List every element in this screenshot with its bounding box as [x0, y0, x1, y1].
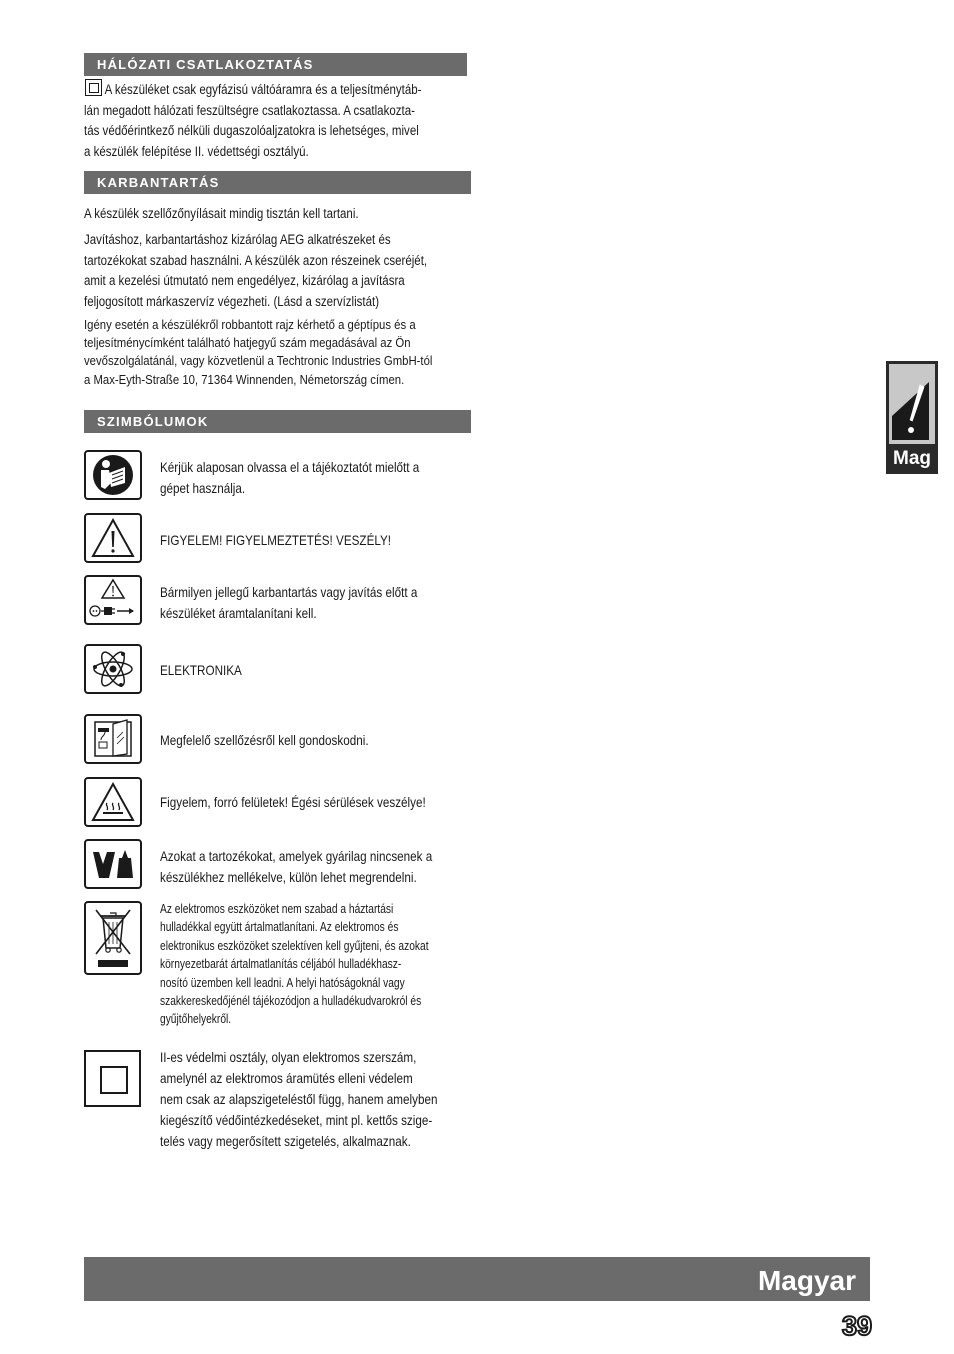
symbol-line: II-es védelmi osztály, olyan elektromos szerszám,	[160, 1050, 417, 1065]
symbol-line: ELEKTRONIKA	[160, 663, 242, 678]
mains-line-3: tás védőérintkező nélküli dugaszolóaljzatokra is lehetséges, mivel	[84, 123, 419, 138]
section-heading-maintenance	[84, 171, 471, 194]
symbol-line: amelynél az elektromos áramütés elleni védelem	[160, 1071, 413, 1086]
symbol-line: hulladékkal együtt ártalmatlanítani. Az elektromos és	[160, 919, 399, 935]
mains-line-2: lán megadott hálózati feszültségre csatlakoztassa. A csatlakozta-	[84, 102, 415, 118]
side-tab-label: Mag	[893, 448, 931, 469]
maintenance-paragraph-3	[84, 316, 468, 389]
crossed-bin-weee-icon	[84, 901, 142, 975]
maintenance-line: vevőszolgálatánál, vagy közvetlenül a Techtronic Industries GmbH-tól	[84, 353, 433, 369]
maintenance-line: a Max-Eyth-Straße 10, 71364 Winnenden, Németország címen.	[84, 371, 405, 387]
footer-language: Magyar	[757, 1265, 856, 1296]
mains-line-4: a készülék felépítése II. védettségi osztályú.	[84, 143, 309, 159]
symbol-line: készülékhez mellékelve, külön lehet megrendelni.	[160, 870, 417, 885]
symbol-text-class-ii	[160, 1047, 466, 1152]
maintenance-line: teljesítménycímként található hatjegyű szám megadásával az Ön	[84, 335, 411, 351]
section-heading-mains	[84, 53, 467, 76]
section-heading-mains-label: HÁLÓZATI CSATLAKOZTATÁS	[97, 57, 314, 72]
section-heading-maintenance-label: KARBANTARTÁS	[97, 175, 220, 190]
maintenance-line: amit a kezelési útmutató nem engedélyez, kizárólag a javításra	[84, 273, 405, 288]
symbol-line: telés vagy megerősített szigetelés, alkalmaznak.	[160, 1134, 411, 1149]
symbol-text-electronics	[160, 660, 466, 681]
accessories-icon	[84, 839, 142, 889]
symbol-line: kiegészítő védőintézkedéseket, mint pl. kettős szige-	[160, 1113, 433, 1128]
symbol-line: Megfelelő szellőzésről kell gondoskodni.	[160, 733, 369, 748]
symbol-line: gépet használja.	[160, 481, 246, 496]
symbol-line: nem csak az alapszigeteléstől függ, hanem amelyben	[160, 1092, 438, 1107]
symbol-line: szakkereskedőjénél tájékozódjon a hulladékudvarokról és	[160, 993, 422, 1009]
symbol-line: Bármilyen jellegű karbantartás vagy javítás előtt a	[160, 585, 418, 600]
symbol-text-unplug	[160, 582, 466, 624]
symbol-line: készüléket áramtalanítani kell.	[160, 606, 317, 621]
symbol-text-accessories	[160, 846, 466, 888]
ventilation-window-icon	[84, 714, 142, 764]
symbol-text-ventilation	[160, 730, 466, 751]
maintenance-paragraph-1	[84, 204, 468, 225]
footer-bar	[84, 1257, 870, 1301]
symbol-text-read-manual	[160, 457, 466, 499]
symbol-line: Azokat a tartozékokat, amelyek gyárilag nincsenek a	[160, 849, 433, 864]
section-heading-symbols	[84, 410, 471, 433]
read-manual-icon	[84, 450, 142, 500]
section-heading-symbols-label: SZIMBÓLUMOK	[97, 414, 209, 429]
symbol-text-warning	[160, 530, 466, 551]
symbol-text-weee	[160, 900, 466, 1029]
maintenance-line: A készülék szellőzőnyílásait mindig tisztán kell tartani.	[84, 206, 359, 221]
symbol-text-hot-surface	[160, 792, 466, 813]
symbol-line: elektronikus eszközöket szelektíven kell gyűjteni, és azokat	[160, 937, 429, 953]
unplug-before-maintenance-icon	[84, 575, 142, 625]
symbol-line: Figyelem, forró felületek! Égési sérülések veszélye!	[160, 795, 426, 810]
symbol-line: Kérjük alaposan olvassa el a tájékoztatót mielőtt a	[160, 460, 420, 475]
side-tab	[886, 361, 938, 474]
mains-paragraph	[84, 80, 468, 162]
symbol-line: gyűjtőhelyekről.	[160, 1011, 232, 1027]
symbol-line: nosító üzemben kell leadni. A helyi hatóságoknál vagy	[160, 974, 405, 990]
exclamation-icon	[889, 364, 935, 444]
maintenance-line: Javításhoz, karbantartáshoz kizárólag AEG alkatrészeket és	[84, 232, 391, 247]
maintenance-line: tartozékokat szabad használni. A készülék azon részeinek cseréjét,	[84, 252, 428, 268]
symbol-line: Az elektromos eszközöket nem szabad a háztartási	[160, 901, 394, 916]
page-number: 39	[841, 1311, 872, 1341]
electronics-atom-icon	[84, 644, 142, 694]
mains-line-1: A készüléket csak egyfázisú váltóáramra és a teljesítménytáb-	[104, 82, 422, 97]
class-ii-double-square-icon	[84, 1050, 141, 1107]
maintenance-line: feljogosított márkaszervíz végezheti. (Lásd a szervízlistát)	[84, 293, 380, 309]
warning-triangle-icon	[84, 513, 142, 563]
symbol-line: FIGYELEM! FIGYELMEZTETÉS! VESZÉLY!	[160, 533, 392, 548]
maintenance-line: Igény esetén a készülékről robbantott rajz kérhető a géptípus és a	[84, 317, 416, 332]
hot-surface-icon	[84, 777, 142, 827]
maintenance-paragraph-2	[84, 230, 468, 312]
symbol-line: környezetbarát ártalmatlanítás céljából hulladékhasz-	[160, 956, 402, 972]
